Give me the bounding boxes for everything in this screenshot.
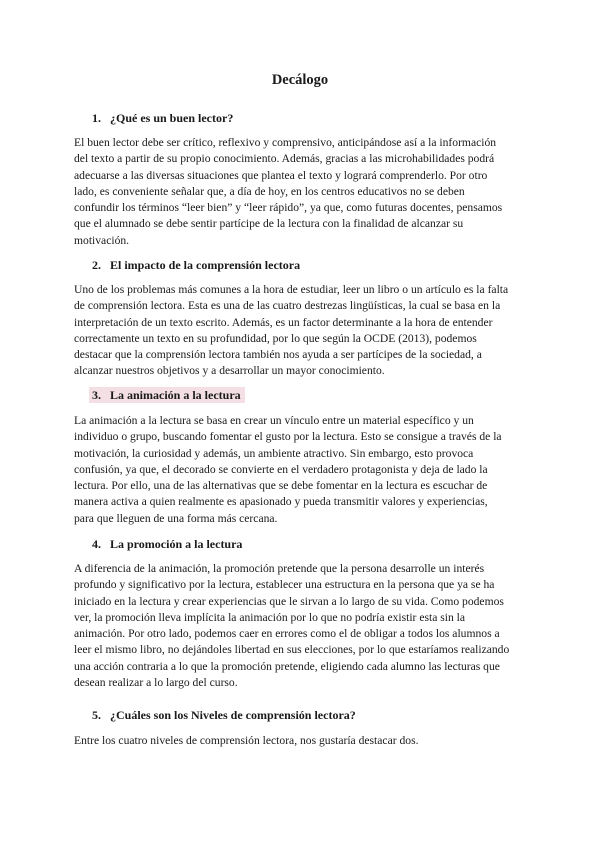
paragraph-line: alcanzar nuestros objetivos y a desarrollar un mayor conocimiento.: [74, 364, 385, 378]
paragraph-line: desean realizar a lo largo del curso.: [74, 676, 238, 690]
paragraph-line: adecuarse a las diversas situaciones que plantea el texto y logrará comprenderlo. Por otro: [74, 168, 488, 182]
section-2-paragraph: [74, 282, 526, 380]
section-number: 3.: [92, 388, 101, 402]
paragraph-line: animación. Por otro lado, podemos caer en errores como el de obligar a todos los alumnos a: [74, 627, 500, 641]
section-title: El impacto de la comprensión lectora: [110, 258, 301, 272]
paragraph-line: una acción contraria a lo que la promoción pretende, eligiendo cada alumno las lecturas que: [74, 659, 500, 673]
paragraph-line: ver, la promoción lleva implícita la animación por lo que no podría existir esta sin la: [74, 610, 466, 624]
paragraph-line: individuo o grupo, buscando fomentar el gusto por la lectura. Esto se consigue a través de la: [74, 430, 502, 444]
section-number: 4.: [92, 537, 101, 551]
section-4-heading: [92, 536, 242, 552]
paragraph-line: motivación, la curiosidad y además, un ambiente atractivo. Sin embargo, esto provoca: [74, 446, 474, 460]
section-3-heading: [89, 387, 245, 403]
section-1-heading: [92, 110, 233, 126]
paragraph-line: Uno de los problemas más comunes a la hora de estudiar, leer un libro o un artículo es la falta: [74, 283, 509, 296]
paragraph-line: para que lleguen de una forma más cercana.: [74, 511, 278, 525]
paragraph-line: correctamente un texto en su profundidad, por lo que según la OCDE (2013), podemos: [74, 331, 477, 345]
section-title: La promoción a la lectura: [110, 537, 243, 551]
paragraph-line: motivación.: [74, 233, 130, 247]
section-title: ¿Cuáles son los Niveles de comprensión lectora?: [110, 708, 356, 722]
section-number: 1.: [92, 111, 101, 125]
paragraph-line: Entre los cuatro niveles de comprensión lectora, nos gustaría destacar dos.: [74, 734, 419, 747]
section-4-paragraph: [74, 561, 526, 691]
paragraph-line: del texto a partir de su propio conocimiento. Además, gracias a las microhabilidades podrá: [74, 152, 495, 166]
paragraph-line: A diferencia de la animación, la promoción pretende que la persona desarrolle un interés: [74, 562, 485, 575]
section-5-paragraph: [74, 733, 526, 749]
paragraph-line: interpretación de un texto escrito. Además, es un factor determinante a la hora de entender: [74, 315, 493, 329]
paragraph-line: confusión, ya que, el decorado se convierte en el verdadero protagonista y deja de lado la: [74, 462, 488, 476]
paragraph-line: lado, es conveniente señalar que, a día de hoy, en los centros educativos no se deben: [74, 184, 465, 198]
paragraph-line: lectura. Por ello, una de las alternativas que se debe fomentar en la lectura es escuchar de: [74, 479, 488, 493]
section-title: ¿Qué es un buen lector?: [110, 111, 234, 125]
page-title: Decálogo: [271, 72, 329, 88]
paragraph-line: destacar que la comprensión lectora también nos ayuda a ser partícipes de la sociedad, a: [74, 348, 482, 362]
paragraph-line: confundir los términos “leer bien” y “leer rápido”, ya que, como futuras docentes, pensamos: [74, 201, 503, 215]
section-number: 5.: [92, 708, 101, 722]
section-2-heading: [92, 257, 300, 273]
section-number: 2.: [92, 258, 101, 272]
paragraph-line: de comprensión lectora. Esta es una de las cuatro destrezas lingüísticas, la cual se basa en la: [74, 299, 501, 313]
paragraph-line: manera activa a quien realmente es apasionado y pueda transmitir valores y experiencias,: [74, 495, 488, 509]
paragraph-line: profundo y significativo por la lectura, establecer una estructura en la persona que ya se ha: [74, 578, 495, 592]
paragraph-line: iniciado en la lectura y crear experiencias que le sirvan a lo largo de su vida. Como podemos: [74, 594, 504, 608]
section-1-paragraph: [74, 135, 526, 249]
paragraph-line: La animación a la lectura se basa en crear un vínculo entre un material específico y un: [74, 414, 474, 427]
paragraph-line: El buen lector debe ser crítico, reflexivo y comprensivo, anticipándose así a la información: [74, 136, 497, 149]
paragraph-line: que el alumnado se debe sentir partícipe de la lectura con la finalidad de alcanzar su: [74, 217, 464, 231]
section-5-heading: [92, 707, 356, 723]
section-3-paragraph: [74, 413, 526, 527]
section-title: La animación a la lectura: [110, 388, 241, 402]
paragraph-line: leer el mismo libro, no dejándoles libertad en sus elecciones, por lo que estaríamos realizando: [74, 643, 510, 657]
